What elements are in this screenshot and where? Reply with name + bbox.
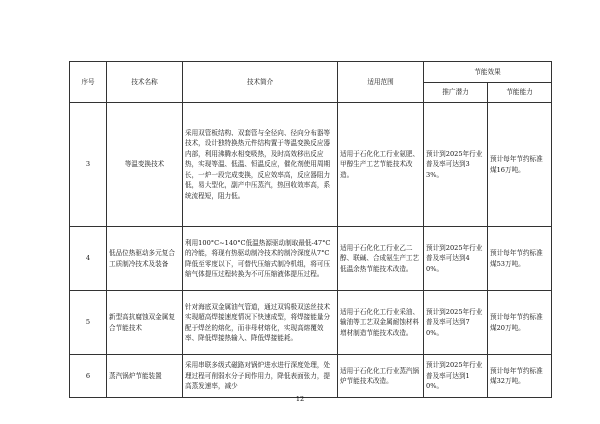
row-name: 新型高抗腐蚀双金属复合节能技术 — [107, 291, 183, 355]
table-row — [70, 103, 552, 227]
row-scope: 适用于石化化工行业蒸汽锅炉节能技术改造。 — [338, 355, 424, 398]
row-intro: 采用双管板结构、双套管与全径向、径向分布器等技术，设计独特换热元件结构置于等温变换反应器内部，利用沸腾水相变吸热，及时高效移出反应热，实现等温、低温、恒温反应，催化剂使用周期长，一炉一段完成变换，反应效率高，反应器阻力低，易大型化，副产中压蒸汽，热回收效率高，系统流程短，阻力低。 — [183, 103, 338, 227]
row-capacity: 预计每年节约标准煤16万吨。 — [488, 103, 552, 227]
row-seq: 5 — [70, 291, 107, 355]
row-intro: 针对海底双金属油气管道，通过双钨极双送丝技术实现超高焊接速度情况下快速成型，将焊接能量分配于焊丝的熔化，而非母材熔化，实现高熔覆效率、降低焊接热输入、降低焊接能耗。 — [183, 291, 338, 355]
header-effect: 节能效果 — [424, 62, 552, 83]
row-scope: 适用于石化化工行业氨肥、甲醇生产工艺节能技术改造。 — [338, 103, 424, 227]
row-potential: 预计到2025年行业普及率可达到10%。 — [424, 355, 488, 398]
table-row — [70, 355, 552, 398]
row-capacity: 预计每年节约标准煤20万吨。 — [488, 291, 552, 355]
table-row — [70, 227, 552, 291]
row-intro: 利用100°C~140°C低温热源驱动制取最低-47°C的冷能，将现有热驱动制冷技术的制冷深度从7°C降低至零度以下，可替代压缩式制冷机组，将可压缩气体提压过程转换为不可压缩液体提压过程。 — [183, 227, 338, 291]
row-name: 蒸汽锅炉节能装置 — [107, 355, 183, 398]
header-name: 技术名称 — [107, 62, 183, 103]
header-seq: 序号 — [70, 62, 107, 103]
row-intro: 采用串联多级式磁路对锅炉进水进行深度处理，处理过程可削弱水分子间作用力，降低表面张力，提高蒸发速率，减少 — [183, 355, 338, 398]
row-seq: 4 — [70, 227, 107, 291]
row-scope: 适用于石化化工行业采油、输油等工艺双金属耐蚀材料增材制造节能技术改造。 — [338, 291, 424, 355]
row-potential: 预计到2025年行业普及率可达到70%。 — [424, 291, 488, 355]
row-name: 等温变换技术 — [107, 103, 183, 227]
technology-table — [69, 61, 552, 398]
row-capacity: 预计每年节约标准煤53万吨。 — [488, 227, 552, 291]
header-intro: 技术简介 — [183, 62, 338, 103]
row-seq: 6 — [70, 355, 107, 398]
row-potential: 预计到2025年行业普及率可达到40%。 — [424, 227, 488, 291]
row-name: 低品位热驱动多元复合工质制冷技术及装备 — [107, 227, 183, 291]
row-capacity: 预计每年节约标准煤32万吨。 — [488, 355, 552, 398]
row-scope: 适用于石化化工行业乙二醇、联碱、合成氨生产工艺低温余热节能技术改造。 — [338, 227, 424, 291]
page-number: 12 — [295, 395, 305, 403]
row-potential: 预计到2025年行业普及率可达到33%。 — [424, 103, 488, 227]
table-row — [70, 291, 552, 355]
header-capacity: 节能能力 — [488, 83, 552, 103]
row-seq: 3 — [70, 103, 107, 227]
header-scope: 适用范围 — [338, 62, 424, 103]
header-potential: 推广潜力 — [424, 83, 488, 103]
